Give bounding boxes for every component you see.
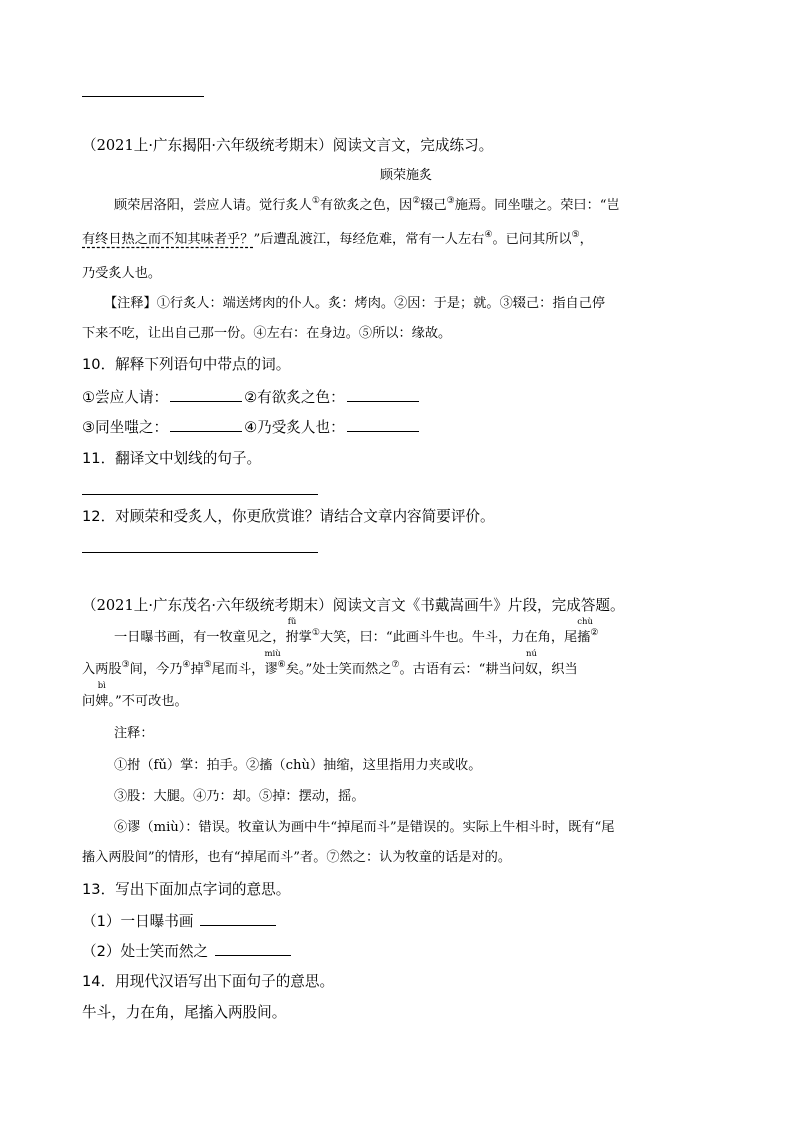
question-10: 10．解释下列语句中带点的词。 (82, 356, 291, 373)
passage1-line3: 乃受炙人也。 (82, 266, 162, 281)
question-14-sentence: 牛斗，力在角，尾搐入两股间。 (82, 1004, 287, 1021)
ruby-fu: fǔ 拊 (285, 617, 299, 645)
answer-blank[interactable] (170, 417, 242, 432)
passage2-line1: 一日曝书画，有一牧童见之， fǔ 拊掌①大笑，曰：“此画斗牛也。牛斗，力在角，尾 chù 搐② (114, 628, 598, 648)
answer-blank[interactable] (200, 911, 276, 926)
passage-title: 顾荣施炙 (380, 168, 433, 183)
notes2-line2: ③股：大腿。④乃：却。⑤掉：摆动，摇。 (114, 789, 365, 804)
question-13: 13．写出下面加点字词的意思。 (82, 881, 291, 898)
answer-blank[interactable] (170, 387, 242, 402)
answer-blank[interactable] (347, 387, 419, 402)
notes2-label: 注释： (114, 726, 154, 741)
question-10-row1: ①尝应人请： ②有欲炙之色： (82, 387, 421, 408)
question-12: 12．对顾荣和受炙人，你更欣赏谁？请结合文章内容简要评价。 (82, 508, 495, 525)
notes1-line2: 下来不吃，让出自己那一份。④左右：在身边。⑤所以：缘故。 (82, 326, 452, 341)
notes2-line1: ①拊（fǔ）掌：拍手。②搐（chù）抽缩，这里指用力夹或收。 (114, 758, 482, 773)
question-13-item1: （1）一日曝书画 (82, 911, 278, 932)
passage1-line1: 顾荣居洛阳，尝应人请。觉行炙人①有欲炙之色，因②辍己③施焉。同坐嗤之。荣曰：“岂 (114, 196, 620, 213)
answer-line-12[interactable] (82, 552, 318, 553)
top-answer-line (82, 96, 204, 97)
ruby-nu: nú 奴 (524, 649, 539, 677)
passage2-line3: 问 bì 婢。”不可改也。 (82, 692, 188, 712)
question-10-row2: ③同坐嗤之： ④乃受炙人也： (82, 417, 421, 438)
ruby-chu: chù 搐 (577, 617, 593, 645)
question-13-item2: （2）处士笑而然之 (82, 941, 293, 962)
question-14: 14．用现代汉语写出下面句子的意思。 (82, 973, 335, 990)
ruby-miu: miù 谬 (264, 649, 281, 677)
answer-line-11[interactable] (82, 494, 318, 495)
passage1-line2: 有终日热之而不知其味者乎？”后遭乱渡江，每经危难，常有一人左右④。已问其所以⑤， (82, 230, 593, 247)
question-11: 11．翻译文中划线的句子。 (82, 450, 262, 467)
section2-source: （2021上·广东茂名·六年级统考期末）阅读文言文《书戴嵩画牛》片段，完成答题。 (82, 597, 625, 614)
answer-blank[interactable] (215, 941, 291, 956)
ruby-bi: bì 婢 (95, 681, 109, 709)
underlined-sentence: 有终日热之而不知其味者乎？ (82, 232, 254, 247)
answer-blank[interactable] (347, 417, 419, 432)
notes2-line3: ⑥谬（miù）：错误。牧童认为画中牛“掉尾而斗”是错误的。实际上牛相斗时，既有“尾 (114, 820, 615, 835)
notes2-line4: 搐入两股间”的情形，也有“掉尾而斗”者。⑦然之：认为牧童的话是对的。 (82, 850, 512, 865)
notes1-line1: 【注释】①行炙人：端送烤肉的仆人。炙：烤肉。②因：于是；就。③辍己：指自己停 (104, 296, 606, 311)
section1-source: （2021上·广东揭阳·六年级统考期末）阅读文言文，完成练习。 (82, 137, 494, 154)
passage2-line2: 入两股③间，今乃④掉⑤尾而斗， miù 谬⑥矣。”处士笑而然之⑦。古语有云：“耕当问 nú 奴，织当 (82, 660, 578, 680)
